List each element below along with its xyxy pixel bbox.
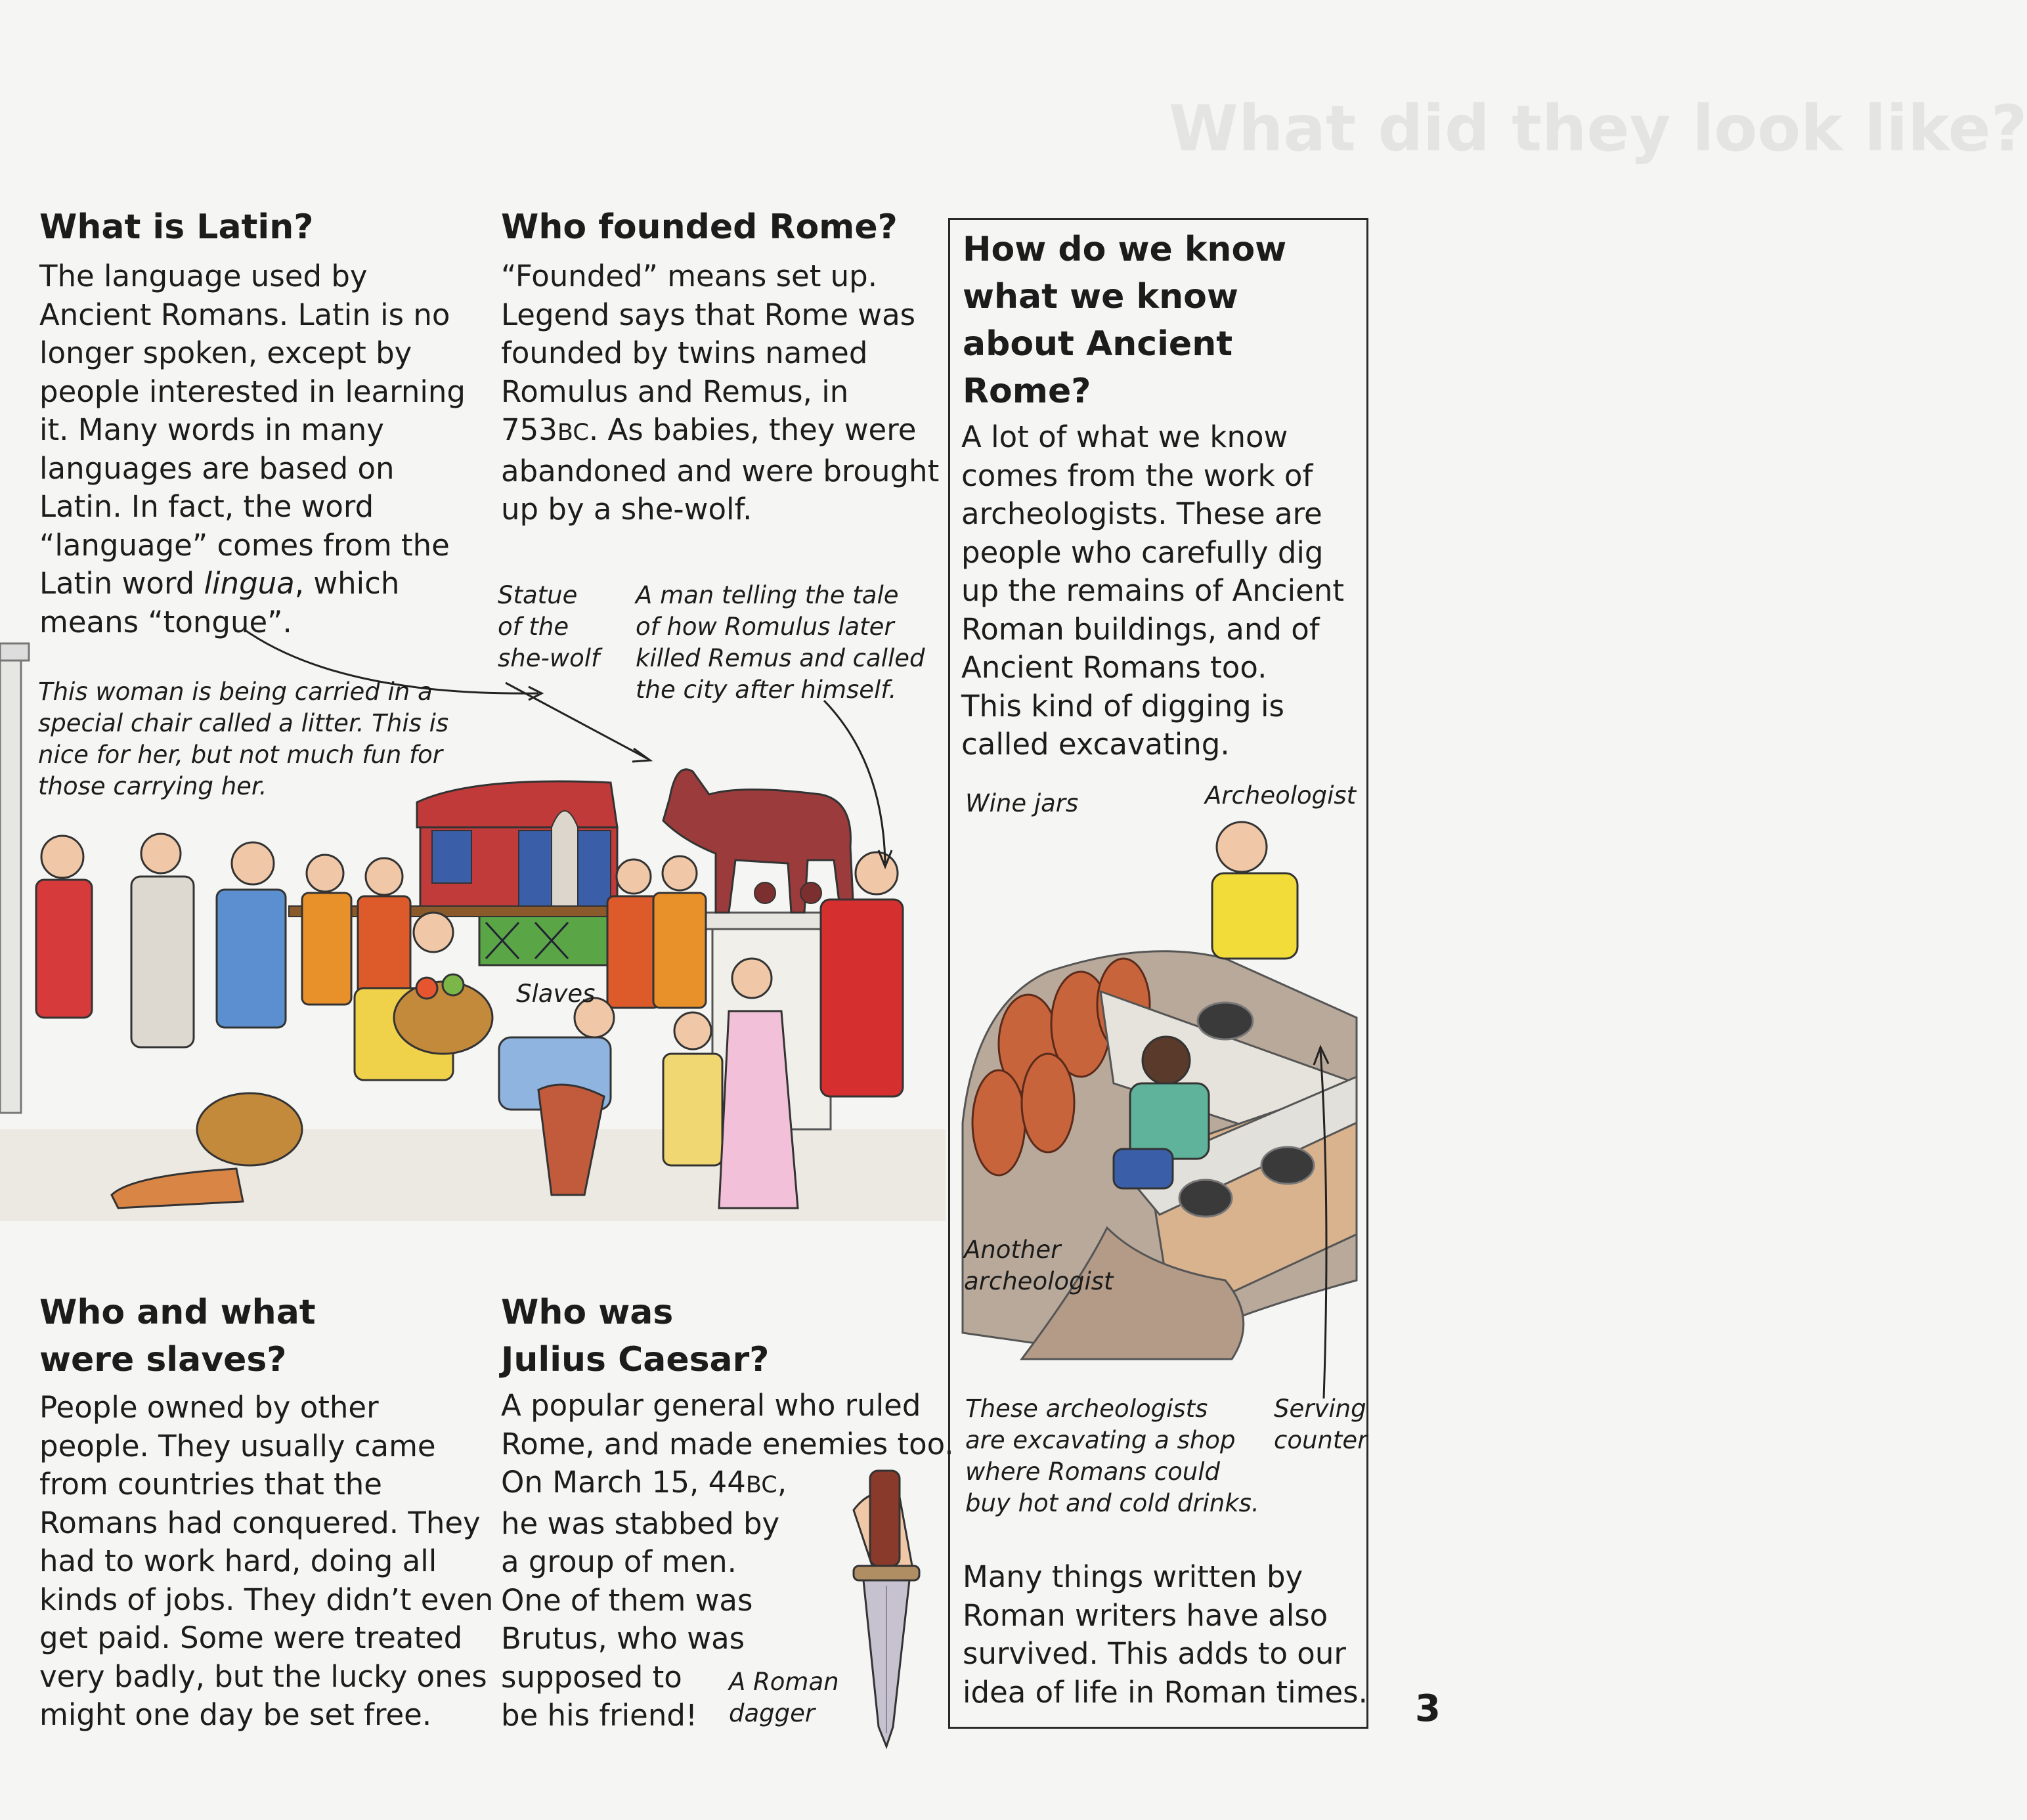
archeology-heading: How do we know what we know about Ancient Rome? <box>963 230 1287 411</box>
background-faded-heading: What did they look like? <box>1169 92 2027 165</box>
tale-caption: A man telling the tale of how Romulus later killed Remus and called the city after himself. <box>636 581 925 704</box>
dagger-caption: A Roman dagger <box>729 1668 839 1727</box>
latin-line: The language used by <box>39 259 368 293</box>
slaves-text: People owned by other people. They usually came from countries that the Romans had conquered. They had to work hard, doing all kinds of jobs. They didn’t even get paid. Some were treated very badly, but the lucky ones might one day be set free. <box>39 1390 494 1732</box>
archeology-footer-text: Many things written by Roman writers have also survived. This adds to our idea of life in Roman times. <box>963 1559 1368 1710</box>
caesar-text: A popular general who ruled Rome, and made enemies too. On March 15, 44BC, he was stabbed by a group of men. One of them was Brutus, who was supposed to be his friend! <box>501 1388 954 1733</box>
latin-text <box>39 257 466 641</box>
latin-line: people interested in learning <box>39 374 466 409</box>
slaves-caption: Slaves <box>516 980 596 1008</box>
rome-line: 753BC. As babies, they were <box>501 412 917 447</box>
rome-text <box>501 257 939 529</box>
rome-heading: Who founded Rome? <box>501 207 898 247</box>
rome-line: up by a she-wolf. <box>501 492 752 527</box>
excavation-caption: These archeologists are excavating a shop where Romans could buy hot and cold drinks. <box>965 1395 1259 1517</box>
archeologist-caption: Archeologist <box>1205 781 1357 810</box>
statue-caption: Statue of the she-wolf <box>498 581 600 672</box>
latin-line: languages are based on <box>39 450 395 486</box>
another-archeologist-caption: Another archeologist <box>964 1236 1114 1295</box>
latin-line: Latin. In fact, the word <box>39 489 374 524</box>
rome-line: abandoned and were brought <box>501 453 940 488</box>
temple-columns <box>0 643 29 1113</box>
litter-caption: This woman is being carried in a special chair called a litter. This is nice for her, but not much fun for those carrying her. <box>38 678 449 800</box>
latin-line: it. Many words in many <box>39 412 384 447</box>
latin-line: longer spoken, except by <box>39 336 412 370</box>
wine-jars-caption: Wine jars <box>965 789 1079 817</box>
excavation-illustration <box>949 808 1370 1385</box>
latin-line: Latin word lingua, which <box>39 566 400 601</box>
rome-line: Legend says that Rome was <box>501 297 916 332</box>
slaves-heading: Who and what were slaves? <box>39 1293 316 1379</box>
latin-line: means “tongue”. <box>39 604 292 639</box>
latin-word-lingua: lingua <box>204 566 295 601</box>
rome-line: Romulus and Remus, in <box>501 374 849 409</box>
roman-dagger-illustration <box>834 1471 926 1753</box>
rome-line: “Founded” means set up. <box>501 259 878 293</box>
serving-counter-caption: Serving counter <box>1274 1395 1368 1454</box>
latin-line: “language” comes from the <box>39 527 450 563</box>
caesar-heading: Who was Julius Caesar? <box>501 1293 770 1379</box>
latin-heading: What is Latin? <box>39 207 314 247</box>
page-number: 3 <box>1415 1687 1441 1730</box>
archeology-text: A lot of what we know comes from the work of archeologists. These are people who carefully dig up the remains of Ancient Roman buildings, and of Ancient Romans too. This kind of digging is called excavating. <box>961 420 1345 762</box>
latin-line: Ancient Romans. Latin is no <box>39 297 450 332</box>
rome-line: founded by twins named <box>501 336 868 370</box>
